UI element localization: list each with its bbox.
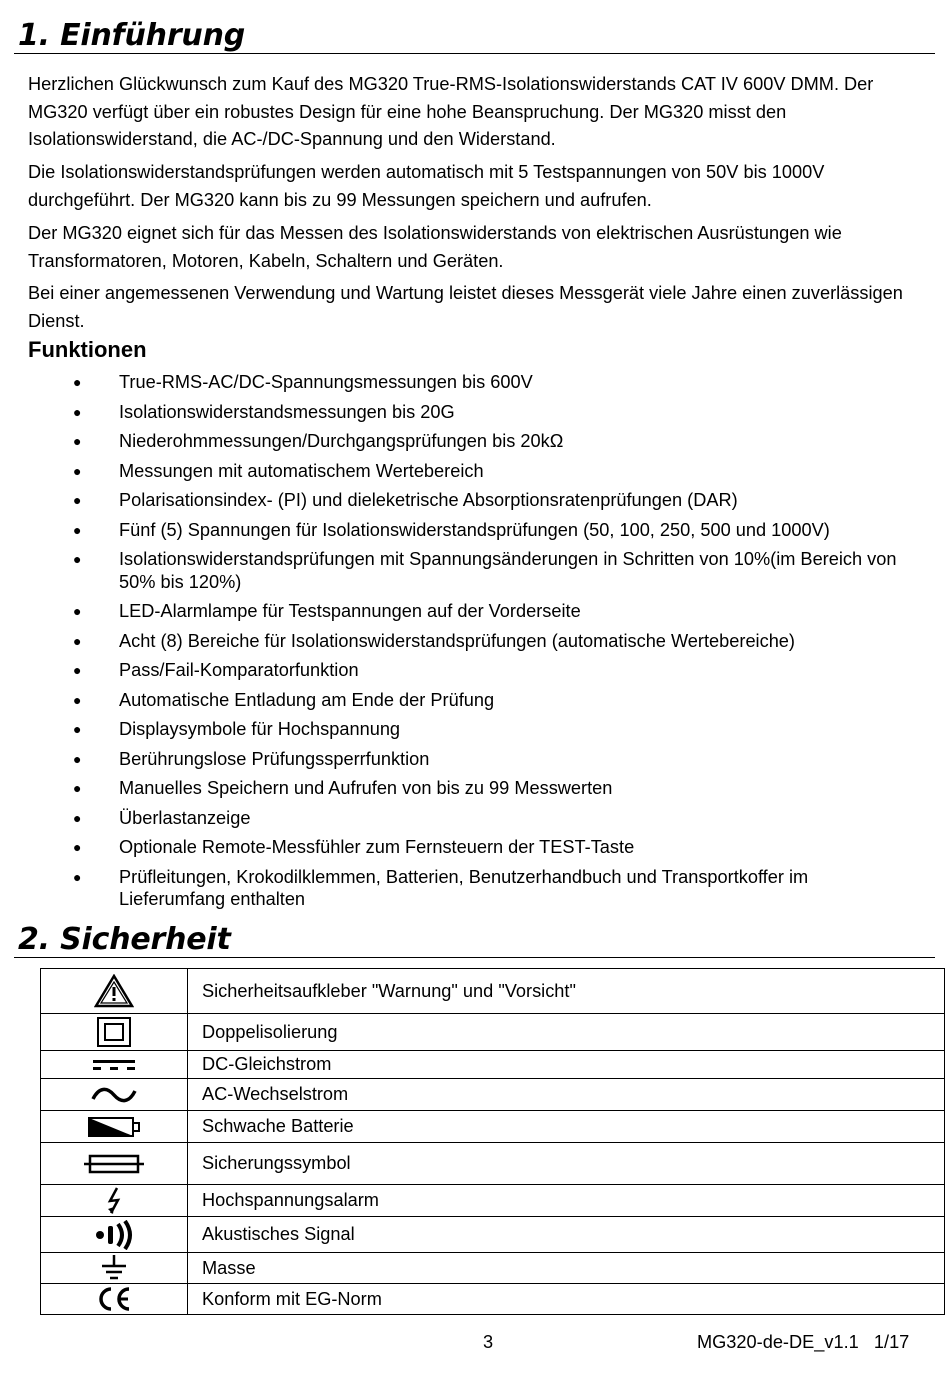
list-item-text: Pass/Fail-Komparatorfunktion	[119, 660, 359, 680]
symbol-label: AC-Wechselstrom	[188, 1079, 945, 1111]
symbol-cell	[41, 1079, 188, 1111]
list-item-text: Polarisationsindex- (PI) und dieleketrische Absorptionsratenprüfungen (DAR)	[119, 490, 738, 510]
table-row	[41, 969, 945, 1014]
symbol-label: DC-Gleichstrom	[188, 1051, 945, 1079]
list-item	[0, 430, 899, 453]
list-item-text: Automatische Entladung am Ende der Prüfung	[119, 689, 495, 710]
table-row	[41, 1051, 945, 1079]
ce-mark-icon	[95, 1286, 133, 1312]
symbol-label: Doppelisolierung	[188, 1014, 945, 1051]
list-item	[0, 630, 899, 653]
table-row	[41, 1111, 945, 1143]
bullet: ●	[73, 691, 82, 708]
symbol-label: Hochspannungsalarm	[188, 1185, 945, 1217]
double-insulation-icon	[96, 1017, 132, 1047]
symbol-cell	[41, 1253, 188, 1284]
list-item-text: LED-Alarmlampe für Testspannungen auf der Vorderseite	[119, 601, 581, 621]
list-item	[0, 836, 899, 859]
fuse-icon	[84, 1153, 144, 1175]
list-item-text: Acht (8) Bereiche für Isolationswiderstandsprüfungen (automatische Wertebereiche)	[119, 630, 795, 651]
table-row	[41, 1014, 945, 1051]
symbol-cell	[41, 1051, 188, 1079]
list-item	[0, 519, 899, 542]
list-item	[0, 489, 899, 512]
symbol-cell	[41, 969, 188, 1014]
section-heading-sicherheit	[14, 914, 935, 958]
table-row	[41, 1185, 945, 1217]
bullet: ●	[73, 521, 82, 538]
bullet: ●	[73, 839, 82, 855]
table-row	[41, 1217, 945, 1253]
table-row	[41, 1284, 945, 1315]
symbol-cell	[41, 1284, 188, 1315]
list-item	[0, 600, 899, 623]
page-number: 3	[483, 1332, 494, 1352]
bullet: ●	[73, 403, 82, 420]
low-battery-icon	[87, 1116, 141, 1138]
list-item	[0, 371, 899, 394]
symbol-cell	[41, 1185, 188, 1217]
document-id: MG320-de-DE_v1.1 1/17	[697, 1332, 910, 1352]
list-item	[0, 401, 899, 424]
list-item	[0, 548, 899, 593]
symbol-cell	[41, 1143, 188, 1185]
list-item-text: Manuelles Speichern und Aufrufen von bis zu 99 Messwerten	[119, 778, 613, 798]
bullet: ●	[73, 721, 82, 737]
section-heading-text: 2. Sicherheit	[18, 922, 231, 957]
list-item-text: Überlastanzeige	[119, 807, 251, 828]
list-item	[0, 807, 899, 830]
list-item	[0, 689, 899, 712]
symbol-cell	[41, 1014, 188, 1051]
list-item	[0, 866, 899, 911]
symbol-label: Konform mit EG-Norm	[188, 1284, 945, 1315]
symbol-cell	[41, 1217, 188, 1253]
list-item-text: Berührungslose Prüfungssperrfunktion	[119, 748, 430, 769]
intro-paragraph-4: Bei einer angemessenen Verwendung und Wartung leistet dieses Messgerät viele Jahre einen zuverlässigen Dienst.	[28, 283, 903, 331]
list-item-text: Isolationswiderstandsmessungen bis 20G	[119, 401, 455, 422]
list-item-text: Isolationswiderstandsprüfungen mit Spannungsänderungen in Schritten von 10%(im Bereich von 50% bis 120%)	[119, 549, 897, 592]
symbol-label: Sicherheitsaufkleber "Warnung" und "Vorsicht"	[188, 969, 945, 1014]
lightning-icon	[104, 1187, 124, 1215]
ac-wave-icon	[91, 1085, 137, 1105]
list-item	[0, 460, 899, 483]
bullet: ●	[73, 868, 82, 885]
bullet: ●	[73, 632, 82, 649]
ground-icon	[99, 1255, 129, 1281]
list-item-text: Niederohmmessungen/Durchgangsprüfungen bis 20kΩ	[119, 431, 564, 451]
table-row	[41, 1079, 945, 1111]
bullet: ●	[73, 780, 82, 796]
list-item-text: Messungen mit automatischem Wertebereich	[119, 460, 484, 481]
list-item-text: True-RMS-AC/DC-Spannungsmessungen bis 600V	[119, 372, 533, 392]
symbol-label: Masse	[188, 1253, 945, 1284]
table-row	[41, 1143, 945, 1185]
table-row	[41, 1253, 945, 1284]
list-item-text: Optionale Remote-Messfühler zum Fernsteuern der TEST-Taste	[119, 837, 635, 857]
list-item	[0, 718, 899, 741]
intro-paragraph-3: Der MG320 eignet sich für das Messen des Isolationswiderstands von elektrischen Ausrüstungen wie Transformatoren, Motoren, Kabeln, Schaltern und Geräten.	[28, 223, 842, 271]
dc-icon	[92, 1057, 136, 1073]
bullet: ●	[73, 662, 82, 678]
section-heading-text: 1. Einführung	[18, 18, 245, 53]
bullet: ●	[73, 603, 82, 619]
list-item	[0, 659, 899, 682]
features-list	[0, 368, 950, 911]
bullet: ●	[73, 551, 82, 567]
symbol-label: Schwache Batterie	[188, 1111, 945, 1143]
intro-paragraph-1: Herzlichen Glückwunsch zum Kauf des MG320 True-RMS-Isolationswiderstands CAT IV 600V DMM. Der MG320 verfügt über ein robustes Design für eine hohe Beanspruchung. Der MG320 misst den Isolationswiderstand, die AC-/DC-Spannung und den Widerstand.	[28, 74, 874, 149]
list-item	[0, 748, 899, 771]
bullet: ●	[73, 433, 82, 449]
intro-paragraph-2: Die Isolationswiderstandsprüfungen werden automatisch mit 5 Testspannungen von 50V bis 1000V durchgeführt. Der MG320 kann bis zu 99 Messungen speichern und aufrufen.	[28, 162, 825, 210]
symbol-label: Sicherungssymbol	[188, 1143, 945, 1185]
list-item-text: Fünf (5) Spannungen für Isolationswiderstandsprüfungen (50, 100, 250, 500 und 1000V)	[119, 519, 830, 540]
bullet: ●	[73, 462, 82, 479]
warning-triangle-icon	[94, 974, 134, 1008]
section-heading-einfuehrung	[14, 10, 935, 54]
bullet: ●	[73, 750, 82, 767]
safety-symbols-table	[40, 968, 945, 1315]
beeper-icon	[92, 1220, 136, 1250]
list-item	[0, 777, 899, 800]
bullet: ●	[73, 374, 82, 390]
symbol-label: Akustisches Signal	[188, 1217, 945, 1253]
bullet: ●	[73, 492, 82, 508]
bullet: ●	[73, 809, 82, 826]
list-item-text: Prüfleitungen, Krokodilklemmen, Batterien, Benutzerhandbuch und Transportkoffer im Lieferumfang enthalten	[119, 866, 809, 909]
features-heading: Funktionen	[28, 337, 147, 362]
list-item-text: Displaysymbole für Hochspannung	[119, 719, 401, 739]
symbol-cell	[41, 1111, 188, 1143]
